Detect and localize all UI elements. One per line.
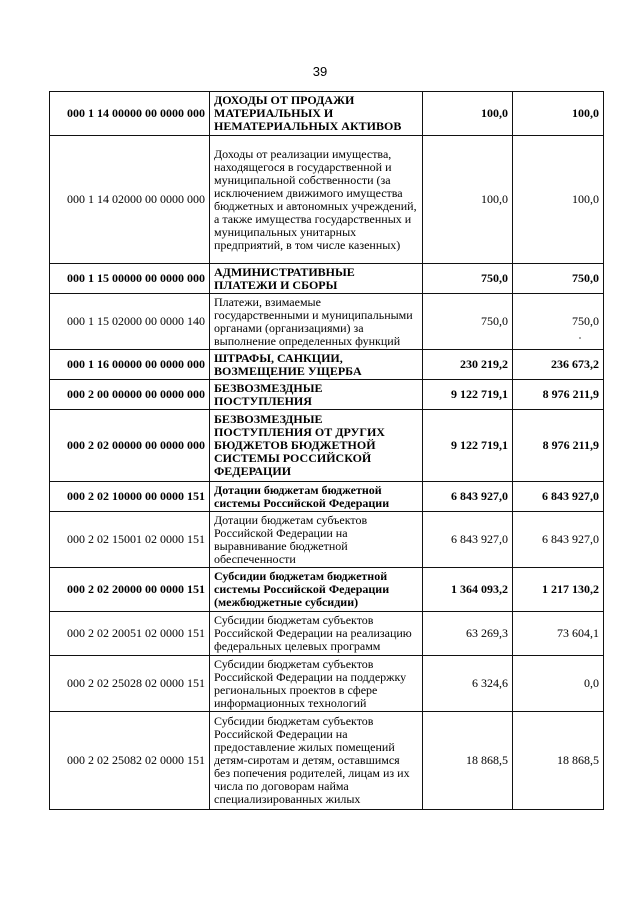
revenue-name-cell: АДМИНИСТРАТИВНЫЕ ПЛАТЕЖИ И СБОРЫ (210, 264, 423, 294)
revenue-name-cell: Субсидии бюджетам субъектов Российской Федерации на реализацию федеральных целевых программ (210, 612, 423, 656)
table-row (50, 612, 604, 656)
revenue-name-cell: Дотации бюджетам бюджетной системы Российской Федерации (210, 482, 423, 512)
amount-year2-cell: 18 868,5 (513, 712, 604, 810)
amount-year2-cell: 8 976 211,9 (513, 410, 604, 482)
budget-code-cell: 000 2 02 10000 00 0000 151 (50, 482, 210, 512)
amount-year2-cell: 100,0 (513, 136, 604, 264)
amount-year1-cell: 9 122 719,1 (423, 410, 513, 482)
amount-year1-cell: 1 364 093,2 (423, 568, 513, 612)
table-row (50, 410, 604, 482)
revenue-name-cell: Дотации бюджетам субъектов Российской Федерации на выравнивание бюджетной обеспеченности (210, 512, 423, 568)
budget-revenue-table (49, 91, 604, 810)
amount-year2-cell: 73 604,1 (513, 612, 604, 656)
budget-code-cell: 000 1 14 02000 00 0000 000 (50, 136, 210, 264)
revenue-name-cell: Субсидии бюджетам субъектов Российской Федерации на поддержку региональных проектов в сфере информационных технологий (210, 656, 423, 712)
scan-speck (579, 337, 581, 339)
table-row (50, 656, 604, 712)
amount-year1-cell: 63 269,3 (423, 612, 513, 656)
budget-code-cell: 000 2 02 15001 02 0000 151 (50, 512, 210, 568)
amount-year2-cell: 0,0 (513, 656, 604, 712)
amount-year1-cell: 6 843 927,0 (423, 482, 513, 512)
budget-code-cell: 000 2 02 00000 00 0000 000 (50, 410, 210, 482)
budget-code-cell: 000 2 00 00000 00 0000 000 (50, 380, 210, 410)
amount-year1-cell: 18 868,5 (423, 712, 513, 810)
table-row (50, 712, 604, 810)
table-row (50, 294, 604, 350)
table-row (50, 512, 604, 568)
budget-code-cell: 000 1 15 00000 00 0000 000 (50, 264, 210, 294)
amount-year2-cell: 8 976 211,9 (513, 380, 604, 410)
budget-code-cell: 000 2 02 25082 02 0000 151 (50, 712, 210, 810)
budget-code-cell: 000 1 16 00000 00 0000 000 (50, 350, 210, 380)
amount-year2-cell: 6 843 927,0 (513, 512, 604, 568)
revenue-name-cell: ДОХОДЫ ОТ ПРОДАЖИ МАТЕРИАЛЬНЫХ И НЕМАТЕРИАЛЬНЫХ АКТИВОВ (210, 92, 423, 136)
amount-year2-cell: 6 843 927,0 (513, 482, 604, 512)
budget-code-cell: 000 1 15 02000 00 0000 140 (50, 294, 210, 350)
amount-year1-cell: 100,0 (423, 136, 513, 264)
table-row (50, 350, 604, 380)
amount-year1-cell: 6 843 927,0 (423, 512, 513, 568)
table-row (50, 482, 604, 512)
revenue-name-cell: ШТРАФЫ, САНКЦИИ, ВОЗМЕЩЕНИЕ УЩЕРБА (210, 350, 423, 380)
revenue-name-cell: БЕЗВОЗМЕЗДНЫЕ ПОСТУПЛЕНИЯ ОТ ДРУГИХ БЮДЖЕТОВ БЮДЖЕТНОЙ СИСТЕМЫ РОССИЙСКОЙ ФЕДЕРАЦИИ (210, 410, 423, 482)
amount-year1-cell: 100,0 (423, 92, 513, 136)
table-row (50, 380, 604, 410)
amount-year2-cell: 1 217 130,2 (513, 568, 604, 612)
budget-code-cell: 000 1 14 00000 00 0000 000 (50, 92, 210, 136)
budget-code-cell: 000 2 02 20051 02 0000 151 (50, 612, 210, 656)
amount-year2-cell: 236 673,2 (513, 350, 604, 380)
revenue-name-cell: БЕЗВОЗМЕЗДНЫЕ ПОСТУПЛЕНИЯ (210, 380, 423, 410)
table-row (50, 264, 604, 294)
amount-year1-cell: 230 219,2 (423, 350, 513, 380)
revenue-name-cell: Доходы от реализации имущества, находящегося в государственной и муниципальной собственности (за исключением движимого имущества бюджетных и автономных учреждений, а также имущества государственных и муниципальных унитарных предприятий, в том числе казенных) (210, 136, 423, 264)
revenue-name-cell: Платежи, взимаемые государственными и муниципальными органами (организациями) за выполнение определенных функций (210, 294, 423, 350)
amount-year2-cell: 100,0 (513, 92, 604, 136)
amount-year1-cell: 750,0 (423, 294, 513, 350)
table-row (50, 568, 604, 612)
amount-year1-cell: 9 122 719,1 (423, 380, 513, 410)
table-row (50, 136, 604, 264)
amount-year1-cell: 6 324,6 (423, 656, 513, 712)
budget-code-cell: 000 2 02 25028 02 0000 151 (50, 656, 210, 712)
page-number: 39 (312, 64, 328, 79)
amount-year2-cell: 750,0 (513, 294, 604, 350)
budget-code-cell: 000 2 02 20000 00 0000 151 (50, 568, 210, 612)
amount-year2-cell: 750,0 (513, 264, 604, 294)
revenue-name-cell: Субсидии бюджетам субъектов Российской Федерации на предоставление жилых помещений детям-сиротам и детям, оставшимся без попечения родителей, лицам из их числа по договорам найма специализированных жилых (210, 712, 423, 810)
table-row (50, 92, 604, 136)
amount-year1-cell: 750,0 (423, 264, 513, 294)
revenue-name-cell: Субсидии бюджетам бюджетной системы Российской Федерации (межбюджетные субсидии) (210, 568, 423, 612)
